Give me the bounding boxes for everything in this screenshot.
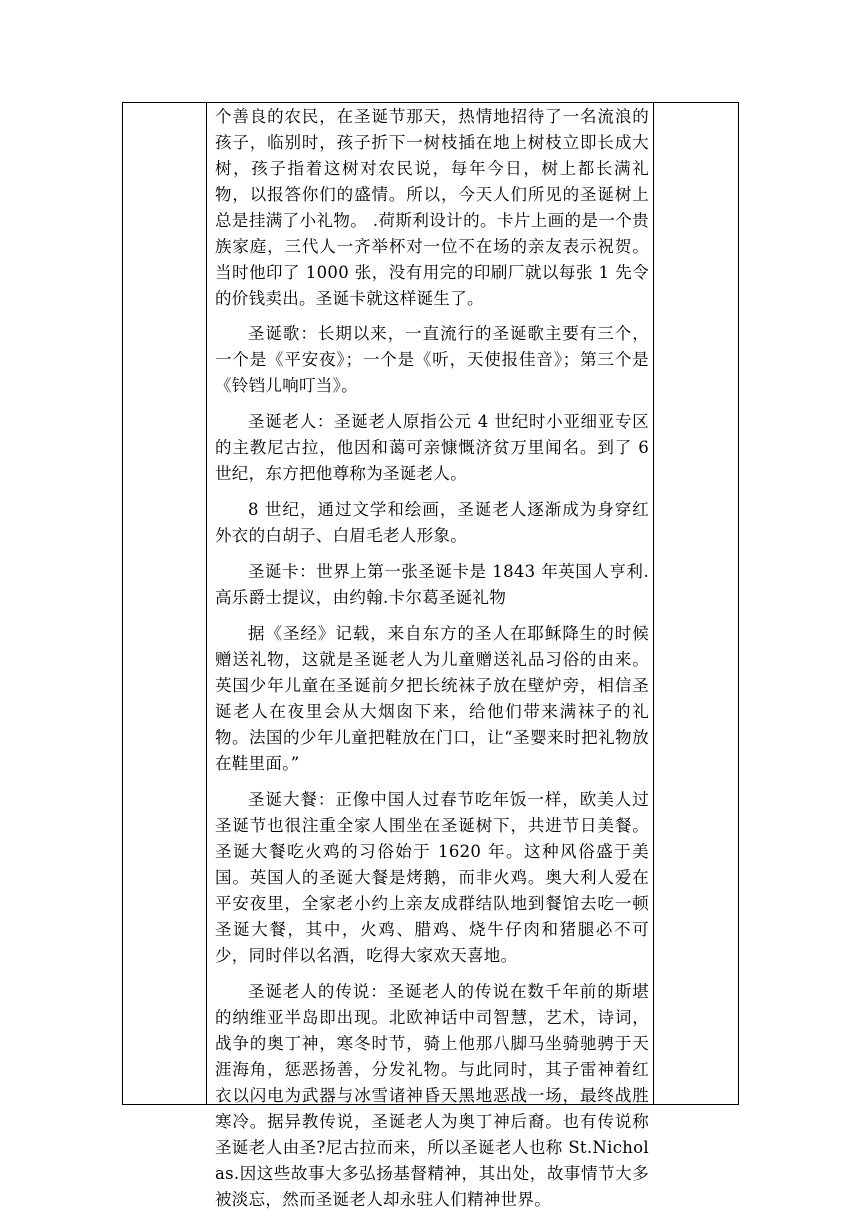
paragraph-christmas-dinner: 圣诞大餐：正像中国人过春节吃年饭一样，欧美人过圣诞节也很注重全家人围坐在圣诞树下，共进节日美餐。圣诞大餐吃火鸡的习俗始于 1620 年。这种风俗盛于美国。英国人的圣诞大餐是烤鹅，而非火鸡。奥大利人爱在平安夜里，全家老小约上亲友成群结队地到餐馆去吃一顿圣诞大餐，其中，火鸡、腊鸡、烧牛仔肉和猪腿必不可少，同时伴以名酒，吃得大家欢天喜地。 [215,790,649,965]
paragraph-santa-image: 8 世纪，通过文学和绘画，圣诞老人逐渐成为身穿红外衣的白胡子、白眉毛老人形象。 [215,500,649,545]
table-column-divider-left [206,103,207,1104]
paragraph-tree-legend: 个善良的农民，在圣诞节那天，热情地招待了一名流浪的孩子，临别时，孩子折下一树枝插在地上树枝立即长成大树，孩子指着这树对农民说，每年今日，树上都长满礼物，以报答你们的盛情。所以，今天人们所见的圣诞树上总是挂满了小礼物。 .荷斯利设计的。卡片上画的是一个贵族家庭，三代人一齐举杯对一位不在场的亲友表示祝贺。当时他印了 1000 张，没有用完的印刷厂就以每张 1 先令的价钱卖出。圣诞卡就这样诞生了。 [215,107,649,308]
paragraph-christmas-songs: 圣诞歌：长期以来，一直流行的圣诞歌主要有三个，一个是《平安夜》；一个是《听，天使报佳音》；第三个是《铃铛儿响叮当》。 [215,324,649,395]
paragraph-gifts: 据《圣经》记载，来自东方的圣人在耶稣降生的时候赠送礼物，这就是圣诞老人为儿童赠送礼品习俗的由来。英国少年儿童在圣诞前夕把长统袜子放在壁炉旁，相信圣诞老人在夜里会从大烟囱下来，给他们带来满袜子的礼物。法国的少年儿童把鞋放在门口，让“圣婴来时把礼物放在鞋里面。” [215,624,649,773]
paragraph-christmas-card: 圣诞卡：世界上第一张圣诞卡是 1843 年英国人亨利.高乐爵士提议，由约翰.卡尔葛圣诞礼物 [215,562,649,607]
paragraph-santa-origin: 圣诞老人：圣诞老人原指公元 4 世纪时小亚细亚专区的主教尼古拉，他因和蔼可亲慷慨济贫万里闻名。到了 6 世纪，东方把他尊称为圣诞老人。 [215,412,649,483]
paragraph-santa-legend: 圣诞老人的传说：圣诞老人的传说在数千年前的斯堪的纳维亚半岛即出现。北欧神话中司智慧，艺术，诗词，战争的奥丁神，寒冬时节，骑上他那八脚马坐骑驰骋于天涯海角，惩恶扬善，分发礼物。与此同时，其子雷神着红衣以闪电为武器与冰雪诸神昏天黑地恶战一场，最终战胜寒冷。据异教传说，圣诞老人为奥丁神后裔。也有传说称圣诞老人由圣?尼古拉而来，所以圣诞老人也称 St.Nicholas.因这些故事大多弘扬基督精神，其出处，故事情节大多被淡忘，然而圣诞老人却永驻人们精神世界。 [215,982,649,1209]
document-table [122,102,739,1209]
table-column-divider-right [653,103,654,1104]
content-cell [215,103,649,1213]
